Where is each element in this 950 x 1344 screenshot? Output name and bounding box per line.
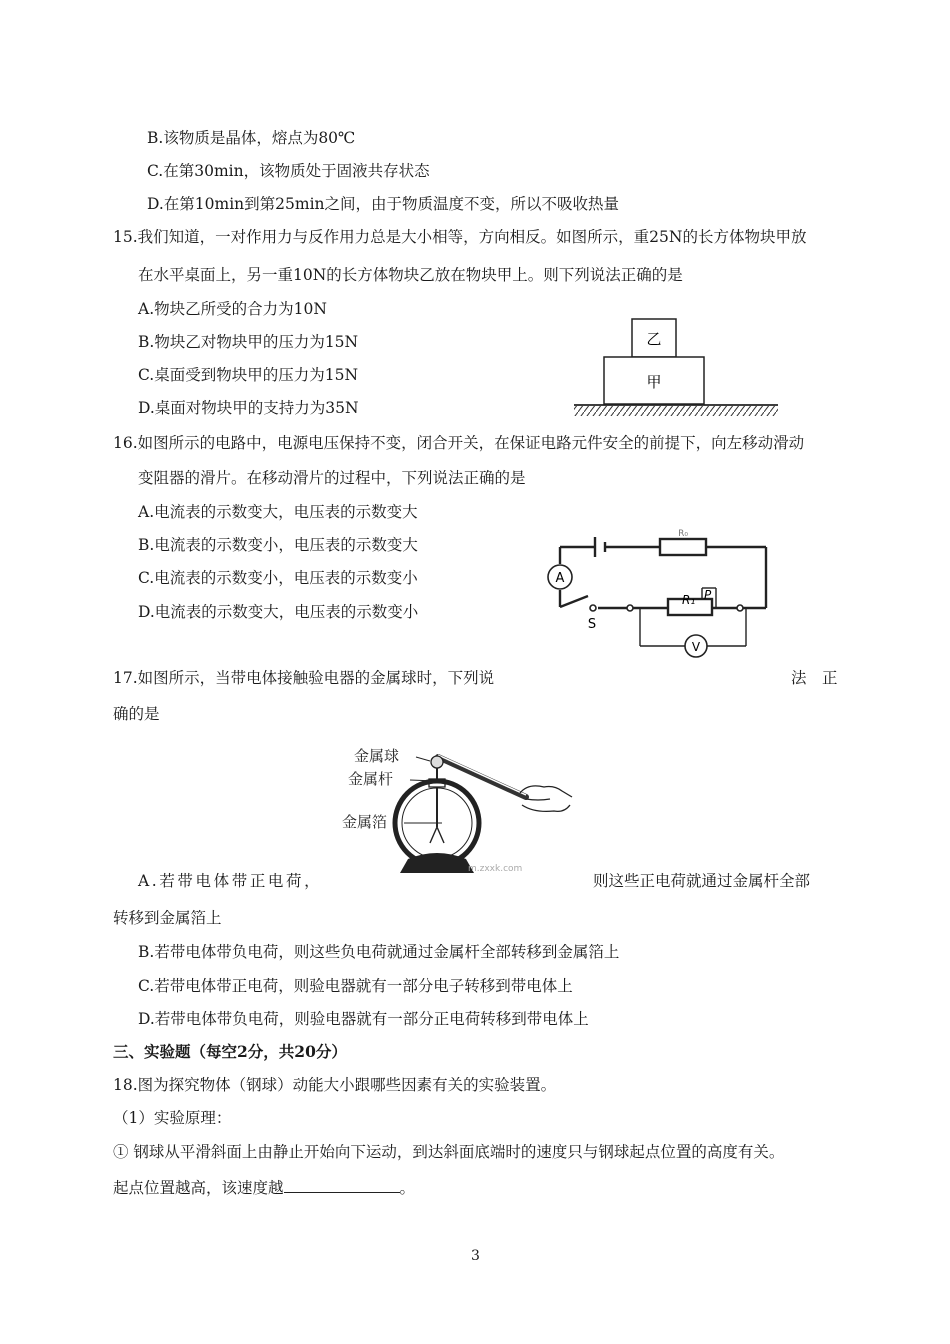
label-metal-foil: 金属箔: [342, 813, 388, 831]
switch-label: S: [587, 617, 597, 632]
label-metal-ball: 金属球: [354, 747, 400, 765]
q16-circuit-figure: [540, 504, 780, 660]
q17-option-d: D.若带电体带负电荷，则验电器就有一部分正电荷转移到带电体上: [138, 1010, 589, 1028]
hand-icon: [520, 786, 572, 812]
table-hatch: [574, 406, 778, 416]
slider-p-label: P: [704, 588, 712, 602]
q17-stem-part2: 法 正: [791, 669, 838, 687]
q16-stem-line1: 16.如图所示的电路中，电源电压保持不变，闭合开关，在保证电路元件安全的前提下，向左移动滑动: [113, 434, 805, 452]
q16-option-b: B.电流表的示数变小，电压表的示数变大: [138, 536, 418, 554]
metal-foil-icon: [430, 827, 444, 843]
resistor-r0-label: R₀: [678, 529, 688, 539]
q15-option-b: B.物块乙对物块甲的压力为15N: [138, 333, 359, 351]
q16-stem-line2: 变阻器的滑片。在移动滑片的过程中，下列说法正确的是: [138, 469, 526, 487]
section3-heading: 三、实验题（每空2分，共20分）: [113, 1042, 347, 1061]
q18-principle-2-line: [113, 1178, 415, 1198]
q17-electroscope-figure: [340, 735, 576, 875]
q15-option-a: A.物块乙所受的合力为10N: [138, 300, 327, 318]
q18-stem: 18.图为探究物体（钢球）动能大小跟哪些因素有关的实验装置。: [113, 1076, 557, 1094]
switch-blade: [560, 596, 588, 607]
q15-blocks-figure: [572, 316, 782, 422]
q15-option-c: C.桌面受到物块甲的压力为15N: [138, 366, 359, 384]
ammeter-label: A: [555, 571, 565, 586]
watermark: m.zxxk.com: [468, 864, 523, 874]
q18-sub1: （1）实验原理：: [113, 1109, 232, 1127]
q17-option-b: B.若带电体带负电荷，则这些负电荷就通过金属杆全部转移到金属箔上: [138, 943, 620, 961]
q14-option-c: C.在第30min，该物质处于固液共存状态: [147, 162, 430, 180]
q14-option-d: D.在第10min到第25min之间，由于物质温度不变，所以不吸收热量: [147, 195, 620, 213]
q17-option-a-part2: 则这些正电荷就通过金属杆全部: [593, 872, 811, 890]
q15-option-d: D.桌面对物块甲的支持力为35N: [138, 399, 359, 417]
page-number: 3: [471, 1248, 480, 1264]
q17-option-c: C.若带电体带正电荷，则验电器就有一部分电子转移到带电体上: [138, 977, 573, 995]
q17-stem-part1: 17.如图所示，当带电体接触验电器的金属球时，下列说: [113, 669, 495, 687]
q14-option-b: B.该物质是晶体，熔点为80℃: [147, 129, 356, 147]
resistor-r0: [660, 539, 706, 555]
q16-option-a: A.电流表的示数变大，电压表的示数变大: [138, 503, 418, 521]
q18-principle-2-end: 。: [399, 1179, 416, 1197]
rheostat-r1-label: R₁: [682, 593, 696, 607]
q16-option-c: C.电流表的示数变小，电压表的示数变小: [138, 569, 418, 587]
q17-option-a-part1: A.若带电体带正电荷，: [138, 872, 323, 890]
block-jia-label: 甲: [646, 373, 662, 391]
label-metal-rod: 金属杆: [348, 770, 394, 788]
metal-ball-icon: [431, 756, 443, 768]
voltmeter-label: V: [691, 640, 701, 654]
q18-principle-2-text: 起点位置越高，该速度越: [113, 1179, 284, 1197]
answer-blank[interactable]: [284, 1178, 400, 1193]
q17-option-a-part3: 转移到金属箔上: [113, 909, 222, 927]
q18-principle-1: ① 钢球从平滑斜面上由静止开始向下运动，到达斜面底端时的速度只与钢球起点位置的高度有关。: [113, 1143, 785, 1161]
block-yi-label: 乙: [646, 330, 662, 348]
q15-stem-line1: 15.我们知道，一对作用力与反作用力总是大小相等，方向相反。如图所示，重25N的长方体物块甲放: [113, 228, 807, 246]
q16-option-d: D.电流表的示数变大，电压表的示数变小: [138, 603, 419, 621]
q17-stem-part3: 确的是: [113, 705, 160, 723]
q15-stem-line2: 在水平桌面上，另一重10N的长方体物块乙放在物块甲上。则下列说法正确的是: [138, 266, 683, 284]
